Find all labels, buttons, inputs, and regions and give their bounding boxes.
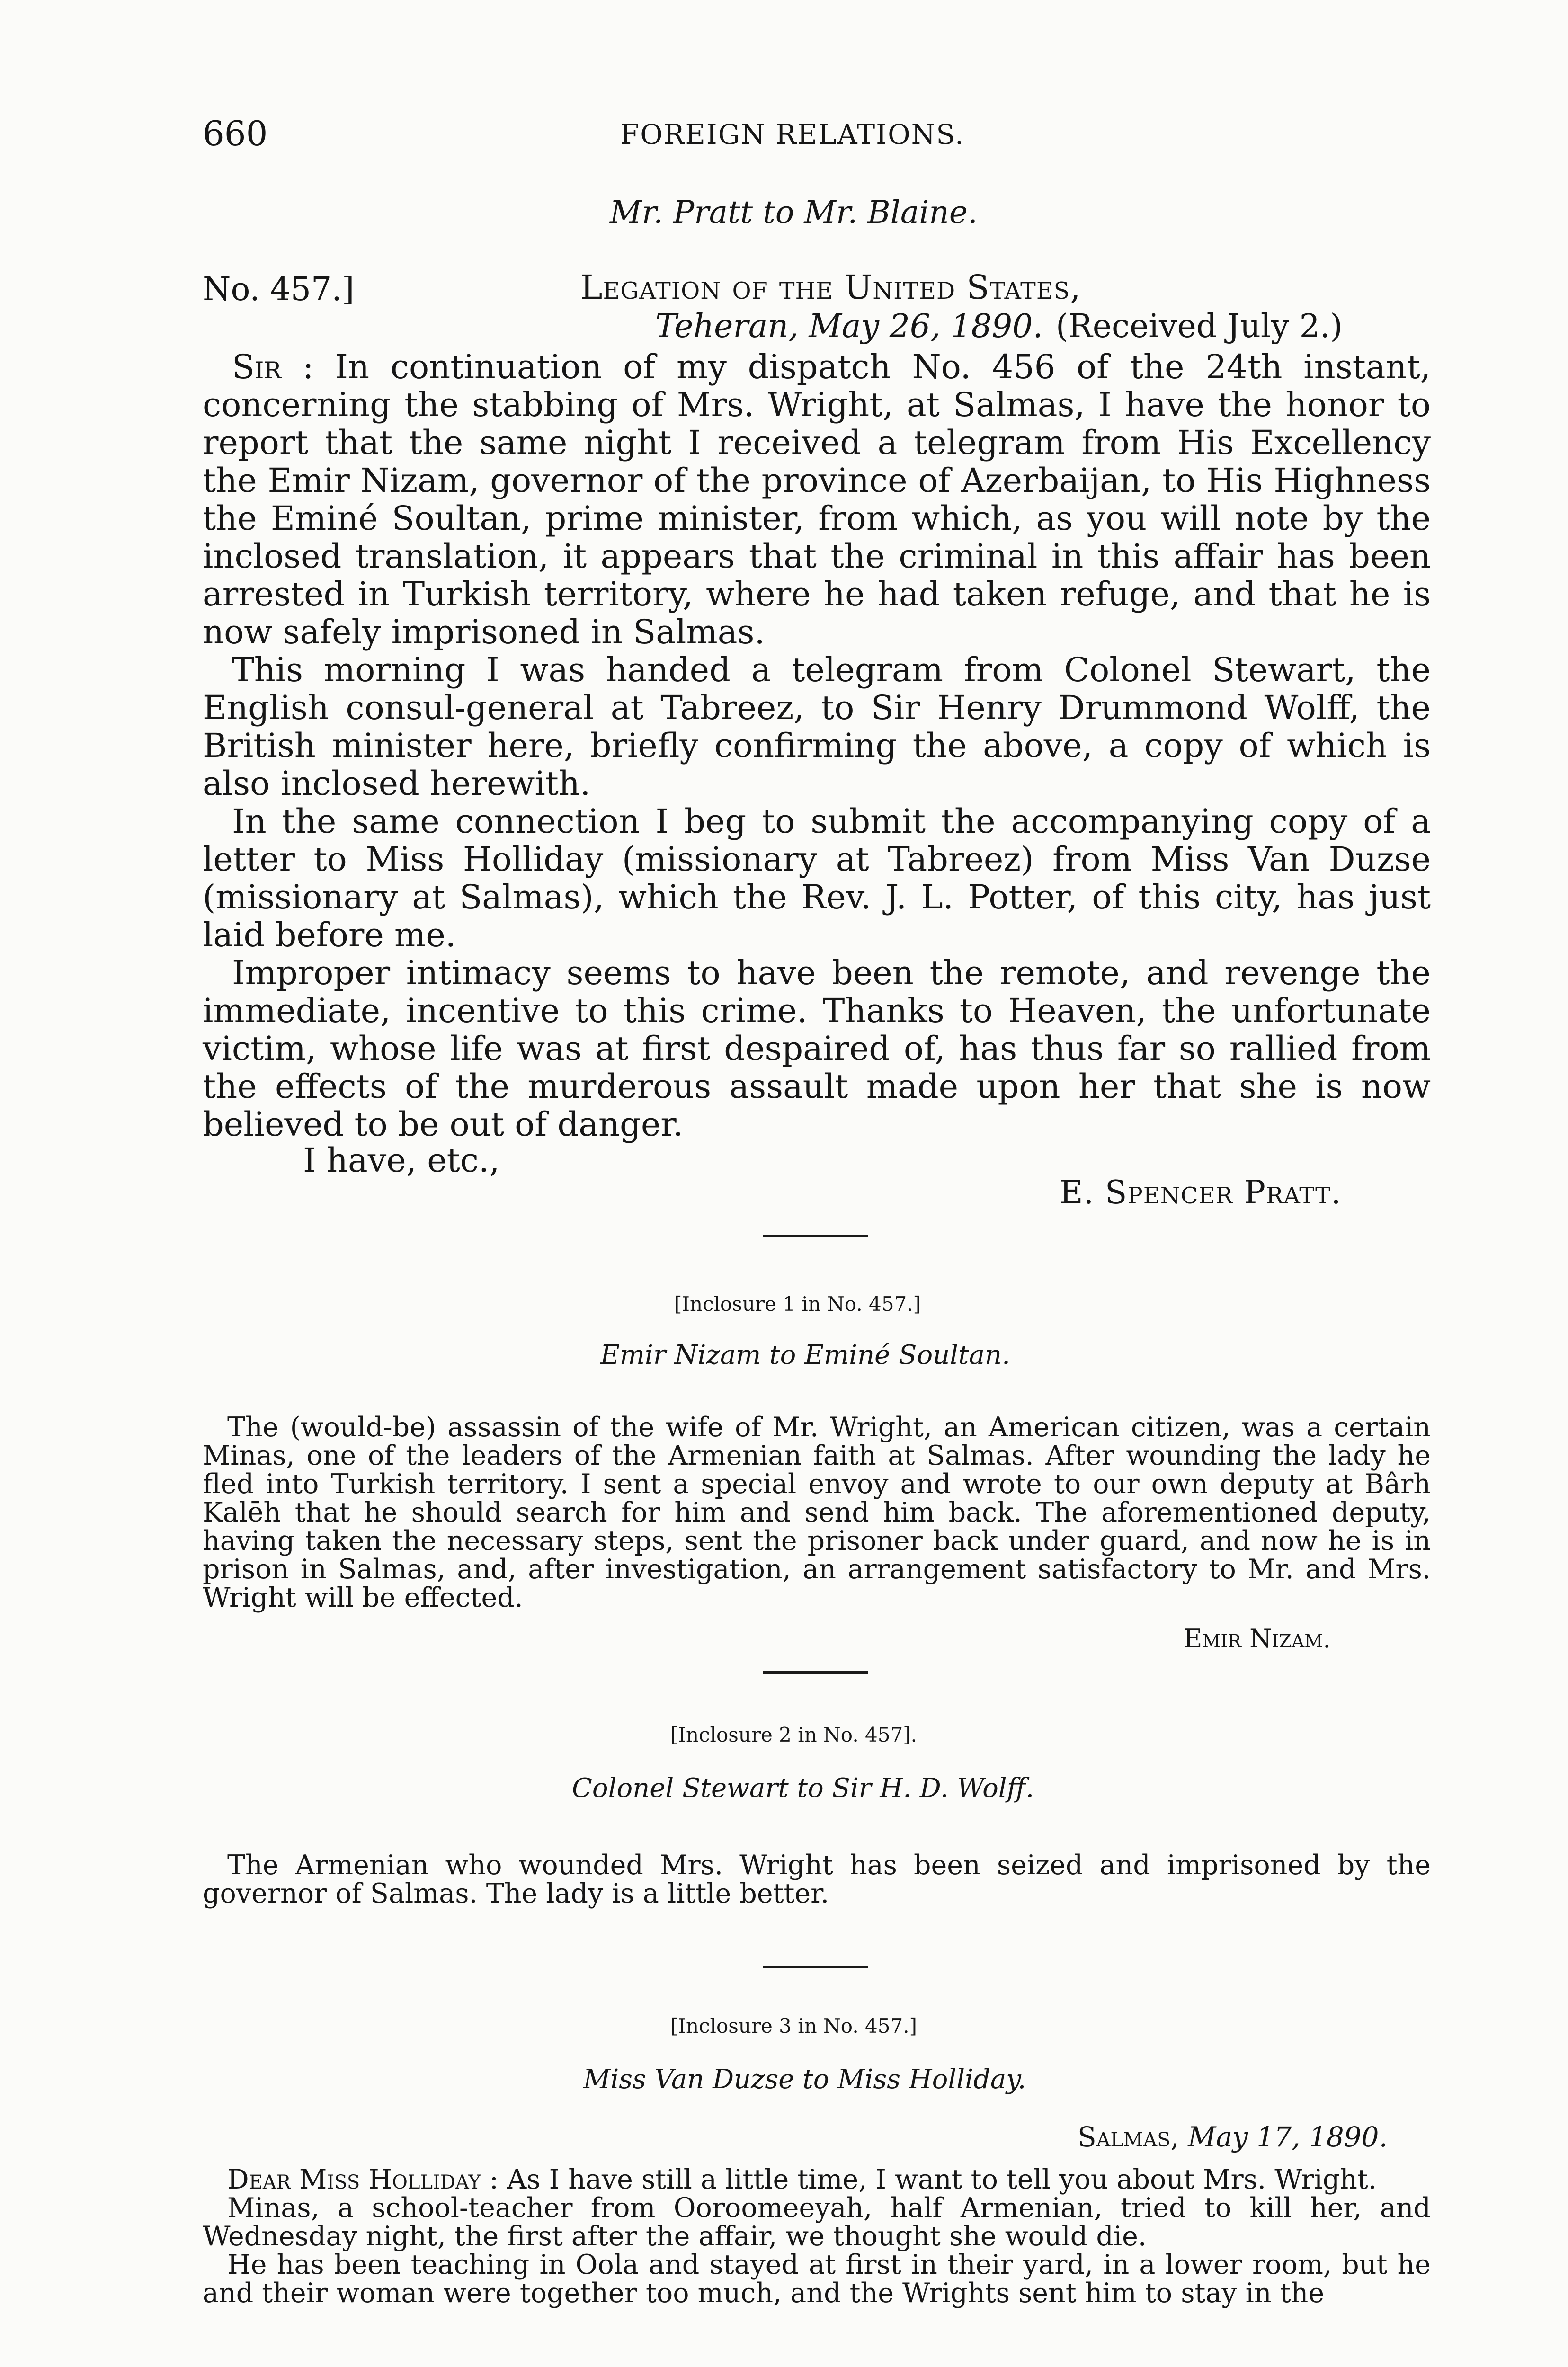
inclosure-title: Emir Nizam to Eminé Soultan.: [600, 1340, 1010, 1370]
inclosure-label: [Inclosure 1 in No. 457.]: [674, 1292, 921, 1316]
paragraph: Minas, a school-teacher from Ooroomeeyah, half Armenian, tried to kill her, and Wednesday night, the first after the affair, we thought she would die.: [203, 2192, 1431, 2252]
paragraph: In the same connection I beg to submit the accompanying copy of a letter to Miss Holliday (missionary at Tabreez) from Miss Van Duzse (missionary at Salmas), which the Rev. J. L. Potter, of this city, has just laid before me.: [203, 802, 1431, 954]
dispatch-number: No. 457.]: [203, 271, 355, 308]
divider: [763, 1966, 868, 1968]
place-date: Teheran, May 26, 1890.: [655, 308, 1043, 345]
received-date: (Received July 2.): [1056, 308, 1343, 345]
letter-dateline: Salmas, May 17, 1890.: [1078, 2121, 1388, 2153]
letter-body: [203, 348, 1431, 1143]
inclosure-signature: Emir Nizam.: [1184, 1624, 1331, 1654]
salutation: Sir :: [232, 347, 314, 386]
paragraph: Sir : In continuation of my dispatch No. 456 of the 24th instant, concerning the stabbing of Mrs. Wright, at Salmas, I have the honor to report that the same night I received a telegram from His Excellency the Emir Nizam, governor of the province of Azerbaijan, to His Highness the Eminé Soultan, prime minister, from which, as you will note by the inclosed translation, it appears that the criminal in this affair has been arrested in Turkish territory, where he had taken refuge, and that he is now safely imprisoned in Salmas.: [203, 347, 1431, 651]
paragraph: Improper intimacy seems to have been the remote, and revenge the immediate, incentive to this crime. Thanks to Heaven, the unfortunate victim, whose life was at first despaired of, has thus far so rallied from the effects of the murderous assault made upon her that she is now believed to be out of danger.: [203, 953, 1431, 1144]
running-title: FOREIGN RELATIONS.: [620, 118, 965, 151]
signature: E. Spencer Pratt.: [1060, 1174, 1342, 1211]
inclosure-title: Miss Van Duzse to Miss Holliday.: [583, 2064, 1026, 2095]
inclosure-body: Dear Miss Holliday : As I have still a little time, I want to tell you about Mrs. Wright. Minas, a school-teacher from Ooroomeeyah, half Armenian, tried to kill her, and Wednesday night, the first after the affair, we thought she would die. He has been teaching in Oola and stayed at first in their yard, in a lower room, but he and their woman were together too much, and the Wrights sent him to stay in the: [203, 2164, 1431, 2309]
inclosure-label: [Inclosure 2 in No. 457].: [670, 1723, 917, 1746]
inclosure-body: The Armenian who wounded Mrs. Wright has been seized and imprisoned by the governor of Salmas. The lady is a little better.: [203, 1850, 1431, 1909]
divider: [763, 1235, 868, 1237]
paragraph: This morning I was handed a telegram from Colonel Stewart, the English consul-general at Tabreez, to Sir Henry Drummond Wolff, the British minister here, briefly confirming the above, a copy of which is also inclosed herewith.: [203, 650, 1431, 803]
closing: I have, etc.,: [303, 1141, 500, 1180]
legation-line: Legation of the United States,: [580, 268, 1081, 307]
page-number: 660: [203, 114, 268, 153]
salutation: Dear Miss Holliday :: [227, 2164, 499, 2195]
paragraph: He has been teaching in Oola and stayed at first in their yard, in a lower room, but he and their woman were together too much, and the Wrights sent him to stay in the: [203, 2249, 1431, 2309]
inclosure-title: Colonel Stewart to Sir H. D. Wolff.: [572, 1773, 1034, 1804]
letter-heading: Mr. Pratt to Mr. Blaine.: [610, 194, 978, 231]
inclosure-label: [Inclosure 3 in No. 457.]: [670, 2014, 917, 2038]
divider: [763, 1671, 868, 1674]
inclosure-body: The (would-be) assassin of the wife of Mr. Wright, an American citizen, was a certain Minas, one of the leaders of the Armenian faith at Salmas. After wounding the lady he fled into Turkish territory. I sent a special envoy and wrote to our own deputy at Bârh Kalēh that he should search for him and send him back. The aforementioned deputy, having taken the necessary steps, sent the prisoner back under guard, and now he is in prison in Salmas, and, after investigation, an arrangement satisfactory to Mr. and Mrs. Wright will be effected.: [203, 1412, 1431, 1613]
